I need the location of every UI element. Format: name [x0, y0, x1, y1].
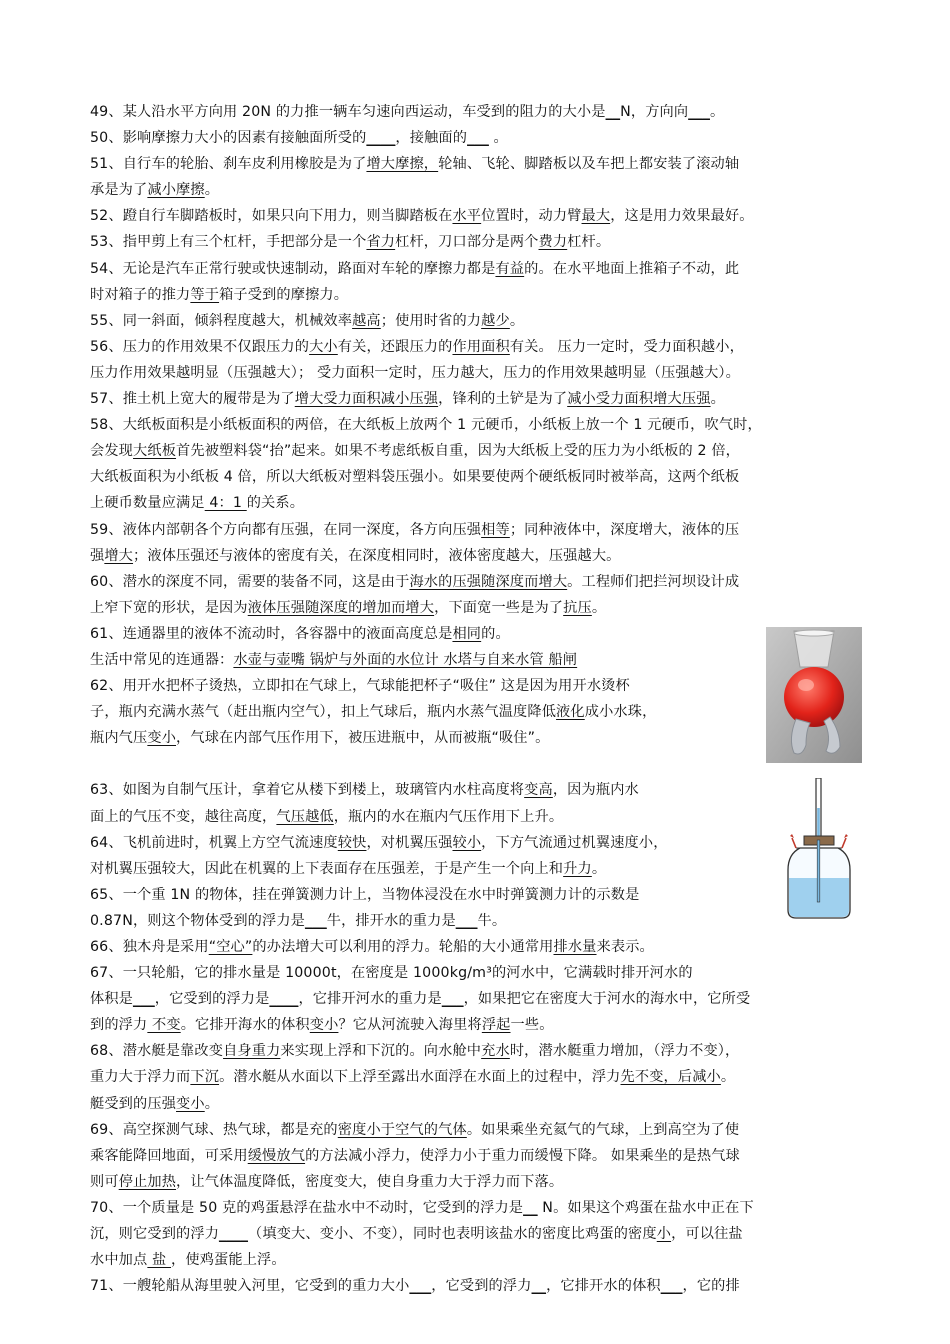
text-segment: ，锋利的土铲是为了: [438, 391, 568, 408]
answer-text: 海水的压强随深度而增大: [409, 573, 568, 590]
answer-text: ___: [455, 912, 478, 929]
text-segment: 。: [720, 1069, 736, 1086]
text-segment: 有关。 压力一定时，受力面积越小，: [509, 338, 744, 355]
text-line: [90, 177, 862, 203]
answer-text: 相同: [452, 625, 482, 642]
text-line: [90, 517, 862, 543]
text-line: [90, 203, 862, 229]
text-line: [90, 986, 862, 1012]
text-line: [90, 569, 862, 595]
answer-text: 缓慢放气: [247, 1147, 306, 1164]
text-segment: 面上的气压不变，越往高度，: [90, 808, 277, 825]
answer-text: 大纸板: [133, 443, 177, 460]
text-line: [90, 673, 862, 699]
answer-text: __: [531, 1278, 547, 1295]
text-line: [90, 1143, 862, 1169]
text-segment: 49、某人沿水平方向用 20N 的力推一辆车匀速向西运动，车受到的阻力的大小是: [90, 104, 606, 120]
answer-text: 费力: [538, 234, 568, 251]
text-segment: 60、潜水的深度不同，需要的装备不同，这是由于: [90, 573, 410, 590]
text-segment: ，如果把它在密度大于河水的海水中，它所受: [463, 991, 751, 1008]
answer-text: __: [523, 1199, 538, 1216]
text-segment: ？它从河流驶入海里将: [338, 1017, 482, 1034]
text-segment: 0.87N，则这个物体受到的浮力是: [90, 912, 306, 929]
text-segment: ，下面宽一些是为了: [434, 599, 564, 616]
answer-text: ____: [366, 130, 396, 147]
text-line: [90, 229, 862, 255]
text-segment: ，因为瓶内水: [552, 782, 639, 799]
answer-text: ____: [269, 991, 299, 1008]
text-segment: ，下方气流通过机翼速度小，: [481, 834, 668, 851]
text-line: [90, 308, 862, 334]
text-segment: 体积是: [90, 991, 134, 1008]
answer-text: ____: [219, 1226, 249, 1243]
text-segment: 首先被塑料袋“抬”起来。如果不考虑纸板自重，因为大纸板上受的压力为小纸板的 2 倍，: [176, 443, 741, 460]
answer-text: ___: [305, 912, 327, 929]
answer-text: 越少: [481, 312, 510, 329]
text-segment: N。如果这个鸡蛋在盐水中正在下: [537, 1199, 754, 1216]
text-segment: 56、压力的作用效果不仅跟压力的: [90, 338, 310, 355]
text-segment: 67、一只轮船，它的排水量是 10000t，在密度是 1000kg/m³的河水中，它满载时排开河水的: [90, 965, 693, 982]
text-segment: 66、独木舟是采用: [90, 939, 209, 955]
text-segment: 68、潜水艇是靠改变: [90, 1043, 224, 1060]
text-segment: 重力大于浮力而: [90, 1069, 191, 1086]
text-line: [90, 334, 862, 360]
text-line: [90, 360, 862, 386]
text-segment: 强: [90, 547, 105, 564]
text-segment: （填变大、变小、不变），同时也表明该盐水的密度比鸡蛋的密度: [248, 1226, 657, 1243]
text-segment: 59、液体内部朝各个方向都有压强，在同一深度，各方向压强: [90, 521, 482, 538]
text-segment: 。潜水艇从水面以下上浮至露出水面浮在水面上的过程中，浮力: [219, 1069, 621, 1086]
text-segment: ；液体压强还与液体的密度有关，在深度相同时，液体密度越大，压强越大。: [133, 547, 621, 564]
text-segment: 。工程师们把拦河坝设计成: [567, 573, 740, 590]
text-line: [90, 99, 862, 125]
text-segment: 到的浮力: [90, 1017, 148, 1034]
text-segment: 70、一个质量是 50 克的鸡蛋悬浮在盐水中不动时，它受到的浮力是: [90, 1199, 524, 1216]
text-line: [90, 1012, 862, 1038]
text-line: [90, 699, 862, 725]
text-segment: 牛。: [477, 912, 507, 929]
text-line: [90, 543, 862, 569]
answer-text: 等于: [190, 286, 220, 303]
text-line: [90, 282, 862, 308]
text-line: [90, 830, 862, 856]
text-segment: ，使鸡蛋能上浮。: [171, 1252, 286, 1269]
text-segment: 50、影响摩擦力大小的因素有接触面所受的: [90, 130, 367, 147]
text-segment: 会发现: [90, 443, 134, 460]
text-segment: 的方法减小浮力，使浮力小于重力而缓慢下降。 如果乘坐的是热气球: [305, 1147, 740, 1164]
text-line: [90, 1064, 862, 1090]
text-segment: 57、推土机上宽大的履带是为了: [90, 391, 295, 408]
answer-text: ___: [467, 130, 489, 147]
text-segment: 乘客能降回地面，可采用: [90, 1147, 248, 1164]
text-line: [90, 1038, 862, 1064]
text-line: [90, 438, 862, 464]
text-segment: 艇受到的压强: [90, 1095, 177, 1112]
text-segment: 54、无论是汽车正常行驶或快速制动，路面对车轮的摩擦力都是: [90, 260, 496, 277]
text-segment: 的。在水平地面上推箱子不动，此: [524, 260, 740, 277]
text-segment: 。: [710, 391, 725, 408]
text-segment: ，它的排: [682, 1278, 740, 1295]
text-segment: 杠杆。: [567, 234, 611, 251]
text-segment: 水中加点: [90, 1252, 148, 1269]
text-segment: ，接触面的: [395, 130, 468, 147]
text-line: [90, 934, 862, 960]
text-segment: 来实现上浮和下沉的。向水舱中: [280, 1043, 482, 1060]
text-line: [90, 777, 862, 803]
answer-text: 最大: [581, 208, 611, 225]
answer-text: 增大摩擦，: [366, 156, 439, 173]
answer-text: ___: [133, 991, 155, 1008]
answer-text: 不变: [147, 1017, 181, 1034]
text-segment: 64、飞机前进时，机翼上方空气流速度: [90, 834, 338, 851]
answer-text: 作用面积: [452, 338, 510, 355]
text-segment: 承是为了: [90, 182, 148, 199]
answer-text: 减小摩擦: [147, 182, 205, 199]
balloon-cup-photo: [766, 627, 862, 763]
text-segment: 51、自行车的轮胎、刹车皮利用橡胶是为了: [90, 156, 367, 173]
answer-text: 气压越低: [276, 808, 334, 825]
answer-text: 排水量: [553, 939, 597, 955]
text-segment: 。: [204, 1095, 220, 1112]
text-line: [90, 1091, 862, 1117]
text-segment: 。: [509, 312, 525, 329]
text-segment: 来表示。: [596, 939, 654, 955]
text-segment: 。它排开海水的体积: [180, 1017, 310, 1034]
answer-text: 变小: [176, 1095, 205, 1112]
answer-text: 升力: [563, 860, 592, 877]
text-segment: 有关，还跟压力的: [337, 338, 453, 355]
answer-text: ___: [409, 1278, 432, 1295]
text-segment: ，瓶内的水在瓶内气压作用下上升。: [333, 808, 564, 825]
text-segment: 沉，则它受到的浮力: [90, 1226, 220, 1243]
text-line: [90, 490, 862, 516]
text-line: [90, 1195, 862, 1221]
text-segment: 53、指甲剪上有三个杠杆，手把部分是一个: [90, 234, 367, 251]
text-segment: 63、如图为自制气压计，拿着它从楼下到楼上，玻璃管内水柱高度将: [90, 782, 525, 799]
text-line: [90, 882, 862, 908]
text-segment: ，对机翼压强: [366, 834, 453, 851]
answer-text: 较小: [452, 834, 482, 851]
text-segment: 。: [204, 182, 220, 199]
text-segment: ；使用时省的力: [380, 312, 482, 329]
exercise-text: [90, 99, 862, 1299]
answer-text: ___: [660, 1278, 683, 1295]
text-segment: 箱子受到的摩擦力。: [219, 286, 349, 303]
text-segment: 69、高空探测气球、热气球，都是充的: [90, 1121, 338, 1138]
answer-text: 较快: [337, 834, 367, 851]
answer-text: “空心”: [208, 939, 253, 955]
answer-text: 液体压强随深度的增加而增大: [247, 599, 435, 616]
text-segment: 位置时，动力臂: [481, 208, 582, 225]
text-segment: 时，潜水艇重力增加，（浮力不变），: [509, 1043, 740, 1060]
text-segment: 压力作用效果越明显（压强越大）； 受力面积一定时，压力越大，压力的作用效果越明显（压强越大）。: [90, 364, 740, 381]
text-line: [90, 1169, 862, 1195]
text-segment: 大纸板面积为小纸板 4 倍，所以大纸板对塑料袋压强小。如果要使两个硬纸板同时被举高，这两个纸板: [90, 469, 740, 486]
text-segment: 则可: [90, 1173, 119, 1190]
text-segment: 上窄下宽的形状，是因为: [90, 599, 248, 616]
text-line: [90, 908, 862, 934]
text-segment: ，它受到的浮力: [431, 1278, 532, 1295]
answer-text: 抗压: [563, 599, 592, 616]
text-segment: ；同种液体中，深度增大，液体的压: [509, 521, 740, 538]
text-line: [90, 751, 862, 777]
answer-text: 密度小于空气的气体: [337, 1121, 467, 1138]
text-segment: ，它排开水的体积: [546, 1278, 661, 1295]
answer-text: 停止加热: [118, 1173, 177, 1190]
homemade-barometer-diagram: [782, 778, 856, 920]
answer-text: 相等: [481, 521, 510, 538]
text-segment: ，这是用力效果最好。: [610, 208, 754, 225]
answer-text: 变高: [524, 782, 553, 799]
answer-text: 减小受力面积增大压强: [567, 391, 711, 408]
text-segment: 瓶内气压: [90, 730, 148, 747]
text-segment: 上硬币数量应满足: [90, 495, 205, 512]
text-line: [90, 151, 862, 177]
answer-text: 浮起: [481, 1017, 511, 1034]
answer-text: 液化: [556, 704, 585, 721]
text-segment: ，气球在内部气压作用下，被压进瓶中，从而被瓶“吸住”。: [176, 730, 550, 747]
answer-text: 有益: [495, 260, 525, 277]
text-line: [90, 412, 862, 438]
answer-text: 变小: [309, 1017, 339, 1034]
answer-text: 充水: [481, 1043, 510, 1060]
text-line: [90, 595, 862, 621]
text-segment: 一些。: [510, 1017, 554, 1034]
text-segment: 的办法增大可以利用的浮力。轮船的大小通常用: [252, 939, 554, 955]
text-segment: 52、蹬自行车脚踏板时，如果只向下用力，则当脚踏板在: [90, 208, 453, 225]
answer-text: 增大受力面积减小压强: [294, 391, 439, 408]
text-line: [90, 621, 862, 647]
text-segment: 轮轴、飞轮、脚踏板以及车把上都安装了滚动轴: [438, 156, 740, 173]
text-segment: 牛，排开水的重力是: [326, 912, 456, 929]
text-segment: ，它排开河水的重力是: [298, 991, 442, 1008]
text-line: [90, 1117, 862, 1143]
text-segment: 对机翼压强较大，因此在机翼的上下表面存在压强差，于是产生一个向上和: [90, 860, 564, 877]
answer-text: 水壶与壶嘴 锅炉与外面的水位计 水塔与自来水管 船闸: [233, 651, 578, 668]
text-segment: N，方向向: [620, 104, 689, 120]
text-segment: 成小水珠，: [584, 704, 657, 721]
text-line: [90, 725, 862, 751]
answer-text: 变小: [147, 730, 177, 747]
text-line: [90, 647, 862, 673]
text-segment: 子，瓶内充满水蒸气（赶出瓶内空气），扣上气球后，瓶内水蒸气温度降低: [90, 704, 557, 721]
text-segment: 。: [488, 130, 508, 147]
text-segment: 的关系。: [246, 495, 305, 512]
answer-text: __: [605, 104, 621, 120]
text-segment: 。如果乘坐充氦气的气球，上到高空为了使: [466, 1121, 740, 1138]
answer-text: 下沉: [190, 1069, 220, 1086]
text-segment: 65、一个重 1N 的物体，挂在弹簧测力计上，当物体浸没在水中时弹簧测力计的示数是: [90, 886, 640, 903]
text-segment: 。: [709, 104, 725, 120]
text-segment: 61、连通器里的液体不流动时，各容器中的液面高度总是: [90, 625, 453, 642]
answer-text: 省力: [366, 234, 396, 251]
text-segment: 58、大纸板面积是小纸板面积的两倍，在大纸板上放两个 1 元硬币，小纸板上放一个 1 元硬币，吹气时，: [90, 417, 762, 434]
text-segment: ，它受到的浮力是: [154, 991, 270, 1008]
text-segment: 。: [591, 599, 607, 616]
text-line: [90, 1247, 862, 1273]
answer-text: ___: [688, 104, 710, 120]
text-line: [90, 125, 862, 151]
answer-text: 盐: [147, 1252, 172, 1269]
text-segment: 生活中常见的连通器：: [90, 651, 234, 668]
text-line: [90, 1221, 862, 1247]
text-segment: ，让气体温度降低，密度变大，使自身重力大于浮力而下落。: [176, 1173, 564, 1190]
text-line: [90, 464, 862, 490]
text-segment: 的。: [481, 625, 510, 642]
text-segment: 杠杆，刀口部分是两个: [395, 234, 539, 251]
text-line: [90, 856, 862, 882]
text-line: [90, 960, 862, 986]
answer-text: 先不变，后减小: [620, 1069, 721, 1086]
answer-text: 增大: [104, 547, 134, 564]
text-line: [90, 386, 862, 412]
text-line: [90, 1273, 862, 1299]
answer-text: 水平: [452, 208, 482, 225]
answer-text: 越高: [352, 312, 381, 329]
text-segment: ，可以往盐: [671, 1226, 743, 1243]
text-segment: 62、用开水把杯子烫热，立即扣在气球上，气球能把杯子“吸住” 这是因为用开水烫杯: [90, 678, 630, 695]
answer-text: 小: [656, 1226, 672, 1243]
answer-text: 4：1: [204, 495, 247, 512]
answer-text: ___: [441, 991, 464, 1008]
text-segment: 55、同一斜面，倾斜程度越大，机械效率: [90, 312, 353, 329]
text-segment: 。: [591, 860, 607, 877]
text-line: [90, 256, 862, 282]
text-segment: 71、一艘轮船从海里驶入河里，它受到的重力大小: [90, 1278, 410, 1295]
text-line: [90, 804, 862, 830]
answer-text: 大小: [309, 338, 338, 355]
answer-text: 自身重力: [223, 1043, 281, 1060]
text-segment: 时对箱子的推力: [90, 286, 191, 303]
